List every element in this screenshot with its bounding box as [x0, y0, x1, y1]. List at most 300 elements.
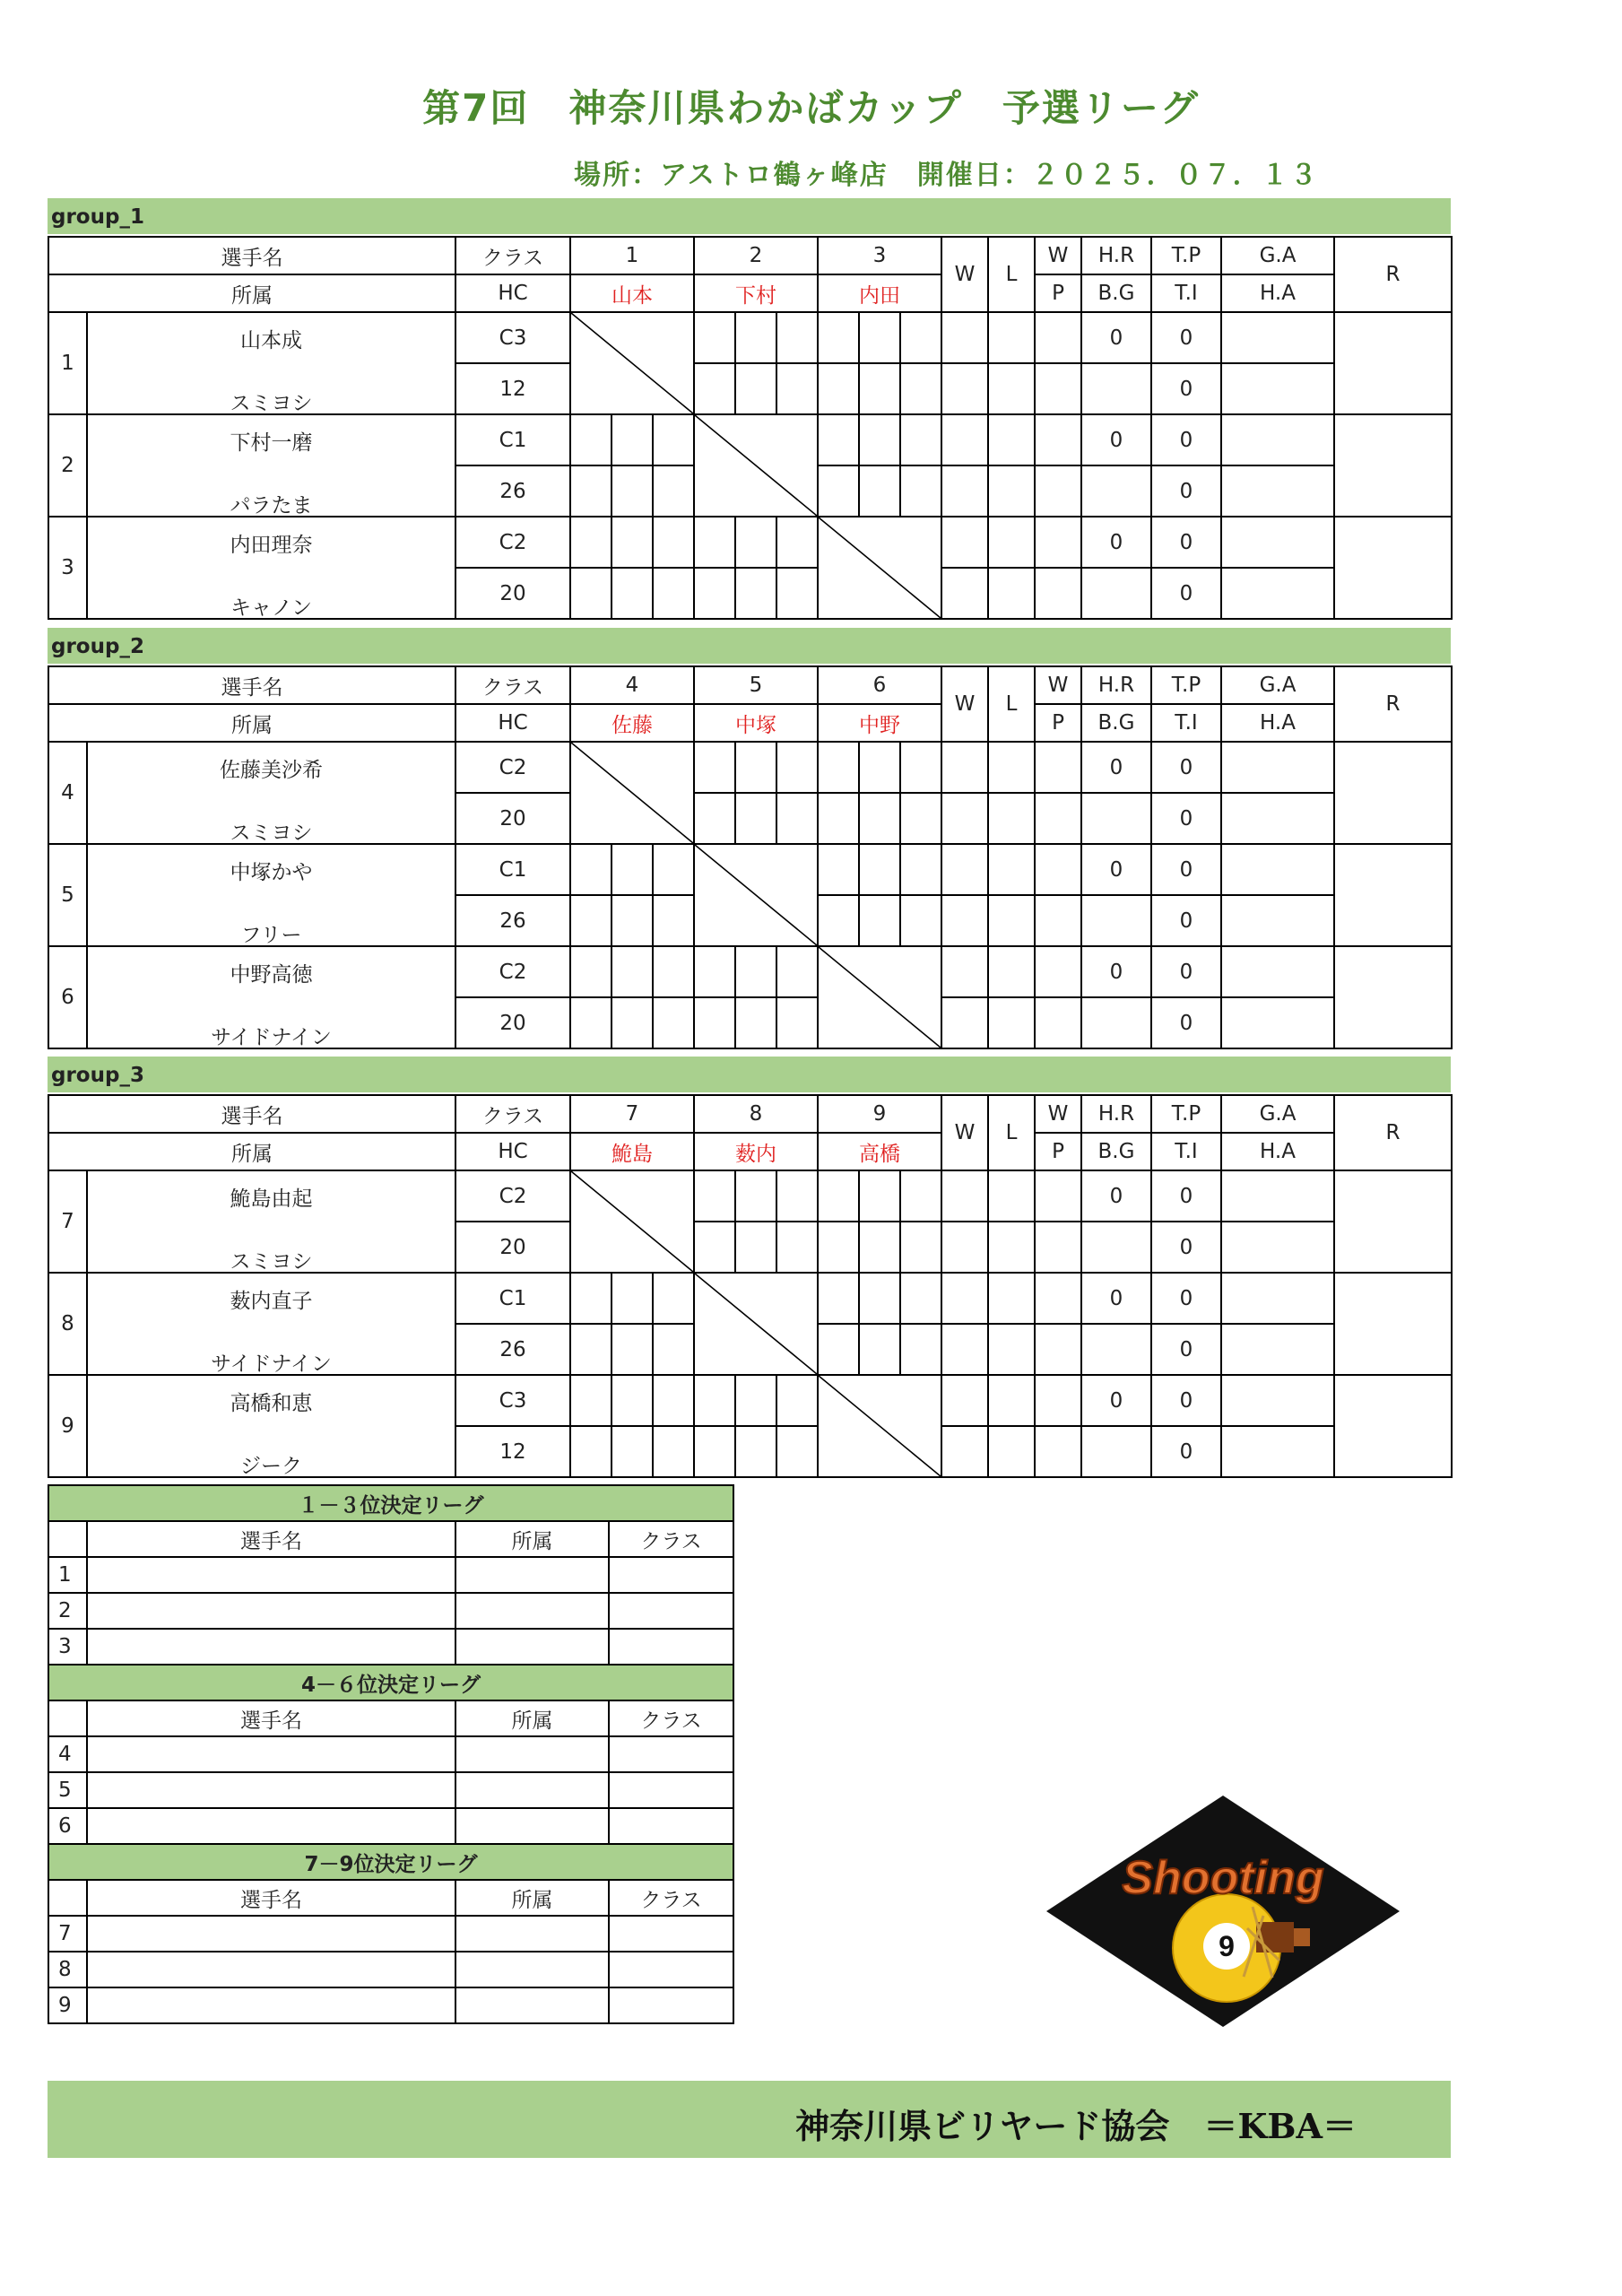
ranking-affiliation-cell — [455, 1952, 609, 1987]
ranking-section-title: 7－9位決定リーグ — [48, 1844, 733, 1880]
self-match-cell — [570, 1170, 694, 1273]
wins-cell — [941, 1273, 988, 1324]
self-match-cell — [818, 517, 941, 619]
ranking-name-cell — [87, 1772, 455, 1808]
player-row — [48, 1170, 1452, 1222]
wins-header: W — [941, 237, 988, 312]
ranking-affiliation-cell — [455, 1916, 609, 1952]
losses-cell — [988, 363, 1035, 414]
match-result-cell — [818, 1222, 941, 1273]
wp-cell — [1035, 1273, 1081, 1324]
wins-cell — [941, 1170, 988, 1222]
ranking-position: 8 — [48, 1952, 87, 1987]
bg-cell — [1081, 465, 1151, 517]
player-number: 3 — [48, 517, 87, 619]
wp-header-bottom: P — [1035, 704, 1081, 742]
logo-text: Shooting — [1122, 1852, 1324, 1904]
player-affiliation: ジーク — [87, 1426, 455, 1477]
player-class: C1 — [455, 1273, 570, 1324]
opponent-number: 2 — [694, 237, 818, 274]
opponent-number: 8 — [694, 1095, 818, 1133]
ranking-class-cell — [609, 1987, 733, 2023]
match-result-cell — [570, 1324, 694, 1375]
match-result-cell — [818, 793, 941, 844]
ranking-name-cell — [87, 1916, 455, 1952]
wp-cell — [1035, 997, 1081, 1048]
losses-cell — [988, 568, 1035, 619]
ranking-class-cell — [609, 1557, 733, 1593]
wp-cell — [1035, 844, 1081, 895]
ranking-row — [48, 1736, 733, 1772]
rank-cell — [1334, 517, 1452, 619]
match-result-cell — [570, 1273, 694, 1324]
tp-value: 0 — [1151, 517, 1221, 568]
footer-banner — [48, 2081, 1451, 2158]
match-result-cell — [570, 1375, 694, 1426]
affiliation-header: 所属 — [48, 704, 455, 742]
match-result-cell — [818, 1273, 941, 1324]
ranking-name-cell — [87, 1593, 455, 1629]
wp-cell — [1035, 363, 1081, 414]
hr-value: 0 — [1081, 1273, 1151, 1324]
opponent-number: 1 — [570, 237, 694, 274]
group-label: group_2 — [48, 628, 1451, 664]
player-header: 選手名 — [48, 1095, 455, 1133]
rank-cell — [1334, 414, 1452, 517]
hr-header: H.R — [1081, 237, 1151, 274]
wins-cell — [941, 742, 988, 793]
player-class: C3 — [455, 312, 570, 363]
ti-value: 0 — [1151, 1426, 1221, 1477]
tp-value: 0 — [1151, 844, 1221, 895]
ti-header: T.I — [1151, 274, 1221, 312]
player-row — [48, 844, 1452, 895]
match-result-cell — [694, 312, 818, 363]
bg-cell — [1081, 1222, 1151, 1273]
org-name: 神奈川県ビリヤード協会 ＝KBA＝ — [795, 2106, 1357, 2146]
match-result-cell — [818, 414, 941, 465]
player-class: C2 — [455, 1170, 570, 1222]
tp-header: T.P — [1151, 237, 1221, 274]
ga-cell — [1221, 363, 1334, 414]
ga-cell — [1221, 1375, 1334, 1426]
rank-cell — [1334, 312, 1452, 414]
ga-cell — [1221, 312, 1334, 363]
bg-cell — [1081, 793, 1151, 844]
player-header: 選手名 — [48, 237, 455, 274]
wp-cell — [1035, 517, 1081, 568]
rank-cell — [1334, 844, 1452, 946]
ha-header: H.A — [1221, 274, 1334, 312]
match-result-cell — [570, 465, 694, 517]
ti-value: 0 — [1151, 1222, 1221, 1273]
opponent-name: 中野 — [818, 704, 941, 742]
opponent-number: 9 — [818, 1095, 941, 1133]
wp-cell — [1035, 465, 1081, 517]
player-class: C1 — [455, 844, 570, 895]
ranking-affiliation-header: 所属 — [455, 1700, 609, 1736]
match-result-cell — [694, 1170, 818, 1222]
losses-cell — [988, 312, 1035, 363]
player-row — [48, 997, 1452, 1048]
ti-value: 0 — [1151, 363, 1221, 414]
ranking-name-header: 選手名 — [87, 1521, 455, 1557]
player-row — [48, 1426, 1452, 1477]
player-affiliation: スミヨシ — [87, 1222, 455, 1273]
ga-cell — [1221, 1324, 1334, 1375]
player-affiliation: スミヨシ — [87, 793, 455, 844]
wp-cell — [1035, 946, 1081, 997]
match-result-cell — [818, 312, 941, 363]
wins-cell — [941, 465, 988, 517]
wins-cell — [941, 1426, 988, 1477]
ranking-leagues — [48, 1484, 733, 2024]
player-name: 中野高徳 — [87, 946, 455, 997]
player-row — [48, 1273, 1452, 1324]
player-number: 7 — [48, 1170, 87, 1273]
ranking-row — [48, 1916, 733, 1952]
wp-cell — [1035, 742, 1081, 793]
wp-cell — [1035, 793, 1081, 844]
ha-header: H.A — [1221, 1133, 1334, 1170]
player-affiliation: キャノン — [87, 568, 455, 619]
ranking-section-title: 4－６位決定リーグ — [48, 1665, 733, 1700]
ga-cell — [1221, 517, 1334, 568]
wins-cell — [941, 1375, 988, 1426]
hr-value: 0 — [1081, 517, 1151, 568]
group-label: group_1 — [48, 198, 1451, 234]
bg-cell — [1081, 895, 1151, 946]
ranking-position: 4 — [48, 1736, 87, 1772]
ranking-affiliation-cell — [455, 1629, 609, 1665]
opponent-name: 中塚 — [694, 704, 818, 742]
logo-ball-number: 9 — [1219, 1930, 1235, 1962]
tp-value: 0 — [1151, 1170, 1221, 1222]
match-result-cell — [570, 946, 694, 997]
player-class: C2 — [455, 742, 570, 793]
match-result-cell — [694, 793, 818, 844]
wins-cell — [941, 363, 988, 414]
match-result-cell — [818, 1324, 941, 1375]
tp-value: 0 — [1151, 742, 1221, 793]
hc-header: HC — [455, 1133, 570, 1170]
losses-cell — [988, 1324, 1035, 1375]
bg-cell — [1081, 568, 1151, 619]
player-row — [48, 742, 1452, 793]
player-hc: 20 — [455, 568, 570, 619]
wp-cell — [1035, 895, 1081, 946]
ti-value: 0 — [1151, 568, 1221, 619]
ranking-class-header: クラス — [609, 1521, 733, 1557]
opponent-name: 内田 — [818, 274, 941, 312]
tp-header: T.P — [1151, 1095, 1221, 1133]
ha-header: H.A — [1221, 704, 1334, 742]
rank-cell — [1334, 946, 1452, 1048]
ga-cell — [1221, 465, 1334, 517]
player-row — [48, 363, 1452, 414]
ga-cell — [1221, 946, 1334, 997]
wins-cell — [941, 414, 988, 465]
ga-header: G.A — [1221, 237, 1334, 274]
match-result-cell — [694, 1375, 818, 1426]
class-header: クラス — [455, 666, 570, 704]
ranking-position: 3 — [48, 1629, 87, 1665]
tp-value: 0 — [1151, 1375, 1221, 1426]
opponent-number: 6 — [818, 666, 941, 704]
player-hc: 20 — [455, 997, 570, 1048]
bg-cell — [1081, 1324, 1151, 1375]
ranking-row — [48, 1808, 733, 1844]
rank-cell — [1334, 1375, 1452, 1477]
ranking-position: 6 — [48, 1808, 87, 1844]
player-name: 山本成 — [87, 312, 455, 363]
losses-cell — [988, 1222, 1035, 1273]
rank-cell — [1334, 1273, 1452, 1375]
player-row — [48, 312, 1452, 363]
ti-value: 0 — [1151, 465, 1221, 517]
hr-header: H.R — [1081, 666, 1151, 704]
ga-cell — [1221, 895, 1334, 946]
losses-cell — [988, 895, 1035, 946]
rank-header: R — [1334, 237, 1452, 312]
match-result-cell — [694, 517, 818, 568]
losses-cell — [988, 742, 1035, 793]
bg-cell — [1081, 1426, 1151, 1477]
ti-value: 0 — [1151, 895, 1221, 946]
ranking-name-cell — [87, 1987, 455, 2023]
player-name: 下村一磨 — [87, 414, 455, 465]
opponent-name: 高橋 — [818, 1133, 941, 1170]
opponent-name: 鮠島 — [570, 1133, 694, 1170]
player-number: 8 — [48, 1273, 87, 1375]
venue-date: 場所：アストロ鶴ヶ峰店 開催日：２０２５．０７．１３ — [574, 160, 1319, 191]
affiliation-header: 所属 — [48, 274, 455, 312]
ranking-row — [48, 1593, 733, 1629]
ranking-class-cell — [609, 1916, 733, 1952]
player-number: 6 — [48, 946, 87, 1048]
ranking-name-cell — [87, 1952, 455, 1987]
hr-value: 0 — [1081, 414, 1151, 465]
wp-header-bottom: P — [1035, 274, 1081, 312]
match-result-cell — [694, 946, 818, 997]
tp-value: 0 — [1151, 946, 1221, 997]
ranking-row — [48, 1987, 733, 2023]
self-match-cell — [818, 1375, 941, 1477]
wins-cell — [941, 793, 988, 844]
player-row — [48, 568, 1452, 619]
opponent-name: 佐藤 — [570, 704, 694, 742]
ga-cell — [1221, 1222, 1334, 1273]
player-number: 4 — [48, 742, 87, 844]
match-result-cell — [694, 742, 818, 793]
wp-cell — [1035, 568, 1081, 619]
ga-cell — [1221, 568, 1334, 619]
player-number: 1 — [48, 312, 87, 414]
group-label: group_3 — [48, 1057, 1451, 1092]
ranking-name-cell — [87, 1557, 455, 1593]
ranking-position: 7 — [48, 1916, 87, 1952]
ranking-class-header: クラス — [609, 1880, 733, 1916]
player-number: 2 — [48, 414, 87, 517]
ranking-section-title: １－３位決定リーグ — [48, 1485, 733, 1521]
wins-cell — [941, 1222, 988, 1273]
ranking-class-cell — [609, 1808, 733, 1844]
player-row — [48, 517, 1452, 568]
losses-cell — [988, 793, 1035, 844]
ranking-name-cell — [87, 1736, 455, 1772]
player-affiliation: フリー — [87, 895, 455, 946]
hr-value: 0 — [1081, 312, 1151, 363]
wp-cell — [1035, 1375, 1081, 1426]
match-result-cell — [694, 568, 818, 619]
tp-header: T.P — [1151, 666, 1221, 704]
losses-cell — [988, 1375, 1035, 1426]
wp-header-top: W — [1035, 1095, 1081, 1133]
opponent-name: 下村 — [694, 274, 818, 312]
match-result-cell — [694, 997, 818, 1048]
tp-value: 0 — [1151, 312, 1221, 363]
player-name: 鮠島由起 — [87, 1170, 455, 1222]
player-affiliation: サイドナイン — [87, 997, 455, 1048]
ranking-row — [48, 1629, 733, 1665]
bg-header: B.G — [1081, 704, 1151, 742]
losses-cell — [988, 946, 1035, 997]
losses-cell — [988, 517, 1035, 568]
hr-value: 0 — [1081, 1375, 1151, 1426]
player-header: 選手名 — [48, 666, 455, 704]
rank-header: R — [1334, 1095, 1452, 1170]
opponent-name: 薮内 — [694, 1133, 818, 1170]
self-match-cell — [694, 1273, 818, 1375]
rank-header: R — [1334, 666, 1452, 742]
ranking-corner — [48, 1521, 87, 1557]
ranking-affiliation-cell — [455, 1772, 609, 1808]
ranking-name-cell — [87, 1808, 455, 1844]
player-affiliation: パラたま — [87, 465, 455, 517]
self-match-cell — [694, 844, 818, 946]
bg-header: B.G — [1081, 1133, 1151, 1170]
player-name: 内田理奈 — [87, 517, 455, 568]
hr-value: 0 — [1081, 742, 1151, 793]
wins-cell — [941, 895, 988, 946]
match-result-cell — [818, 895, 941, 946]
ti-value: 0 — [1151, 1324, 1221, 1375]
ranking-corner — [48, 1700, 87, 1736]
ga-cell — [1221, 997, 1334, 1048]
player-affiliation: サイドナイン — [87, 1324, 455, 1375]
match-result-cell — [818, 844, 941, 895]
wins-cell — [941, 568, 988, 619]
ranking-affiliation-cell — [455, 1808, 609, 1844]
league-group-1 — [48, 198, 1451, 620]
rank-cell — [1334, 1170, 1452, 1273]
wp-header-top: W — [1035, 666, 1081, 704]
wp-header-top: W — [1035, 237, 1081, 274]
ranking-class-cell — [609, 1593, 733, 1629]
match-result-cell — [570, 997, 694, 1048]
ranking-row — [48, 1952, 733, 1987]
ga-header: G.A — [1221, 666, 1334, 704]
wp-cell — [1035, 1426, 1081, 1477]
match-result-cell — [570, 844, 694, 895]
self-match-cell — [570, 742, 694, 844]
hr-value: 0 — [1081, 946, 1151, 997]
bg-cell — [1081, 363, 1151, 414]
hc-header: HC — [455, 704, 570, 742]
match-result-cell — [818, 363, 941, 414]
match-result-cell — [818, 742, 941, 793]
wins-cell — [941, 1324, 988, 1375]
wins-cell — [941, 844, 988, 895]
ranking-class-cell — [609, 1629, 733, 1665]
ranking-class-cell — [609, 1772, 733, 1808]
match-result-cell — [694, 1222, 818, 1273]
player-name: 佐藤美沙希 — [87, 742, 455, 793]
wins-cell — [941, 997, 988, 1048]
wp-cell — [1035, 312, 1081, 363]
player-hc: 26 — [455, 895, 570, 946]
hr-header: H.R — [1081, 1095, 1151, 1133]
ga-cell — [1221, 1426, 1334, 1477]
ga-cell — [1221, 414, 1334, 465]
ranking-position: 5 — [48, 1772, 87, 1808]
match-result-cell — [694, 363, 818, 414]
wins-cell — [941, 946, 988, 997]
opponent-name: 山本 — [570, 274, 694, 312]
player-row — [48, 1222, 1452, 1273]
player-number: 5 — [48, 844, 87, 946]
player-affiliation: スミヨシ — [87, 363, 455, 414]
ranking-affiliation-cell — [455, 1987, 609, 2023]
hr-value: 0 — [1081, 1170, 1151, 1222]
losses-cell — [988, 1273, 1035, 1324]
player-hc: 26 — [455, 1324, 570, 1375]
match-result-cell — [818, 1170, 941, 1222]
losses-header: L — [988, 237, 1035, 312]
losses-header: L — [988, 1095, 1035, 1170]
ga-cell — [1221, 844, 1334, 895]
affiliation-header: 所属 — [48, 1133, 455, 1170]
bg-header: B.G — [1081, 274, 1151, 312]
match-result-cell — [570, 414, 694, 465]
match-result-cell — [570, 568, 694, 619]
bg-cell — [1081, 997, 1151, 1048]
losses-cell — [988, 465, 1035, 517]
match-result-cell — [694, 1426, 818, 1477]
losses-cell — [988, 1170, 1035, 1222]
ti-value: 0 — [1151, 793, 1221, 844]
opponent-number: 7 — [570, 1095, 694, 1133]
ranking-class-cell — [609, 1736, 733, 1772]
player-name: 中塚かや — [87, 844, 455, 895]
wins-header: W — [941, 1095, 988, 1170]
wp-cell — [1035, 1170, 1081, 1222]
ranking-row — [48, 1557, 733, 1593]
player-number: 9 — [48, 1375, 87, 1477]
league-group-2 — [48, 628, 1451, 1049]
player-class: C2 — [455, 517, 570, 568]
player-name: 薮内直子 — [87, 1273, 455, 1324]
player-hc: 20 — [455, 1222, 570, 1273]
ranking-affiliation-cell — [455, 1593, 609, 1629]
ranking-row — [48, 1772, 733, 1808]
ga-cell — [1221, 793, 1334, 844]
losses-cell — [988, 414, 1035, 465]
ranking-name-cell — [87, 1629, 455, 1665]
player-row — [48, 414, 1452, 465]
ranking-affiliation-cell — [455, 1557, 609, 1593]
hr-value: 0 — [1081, 844, 1151, 895]
